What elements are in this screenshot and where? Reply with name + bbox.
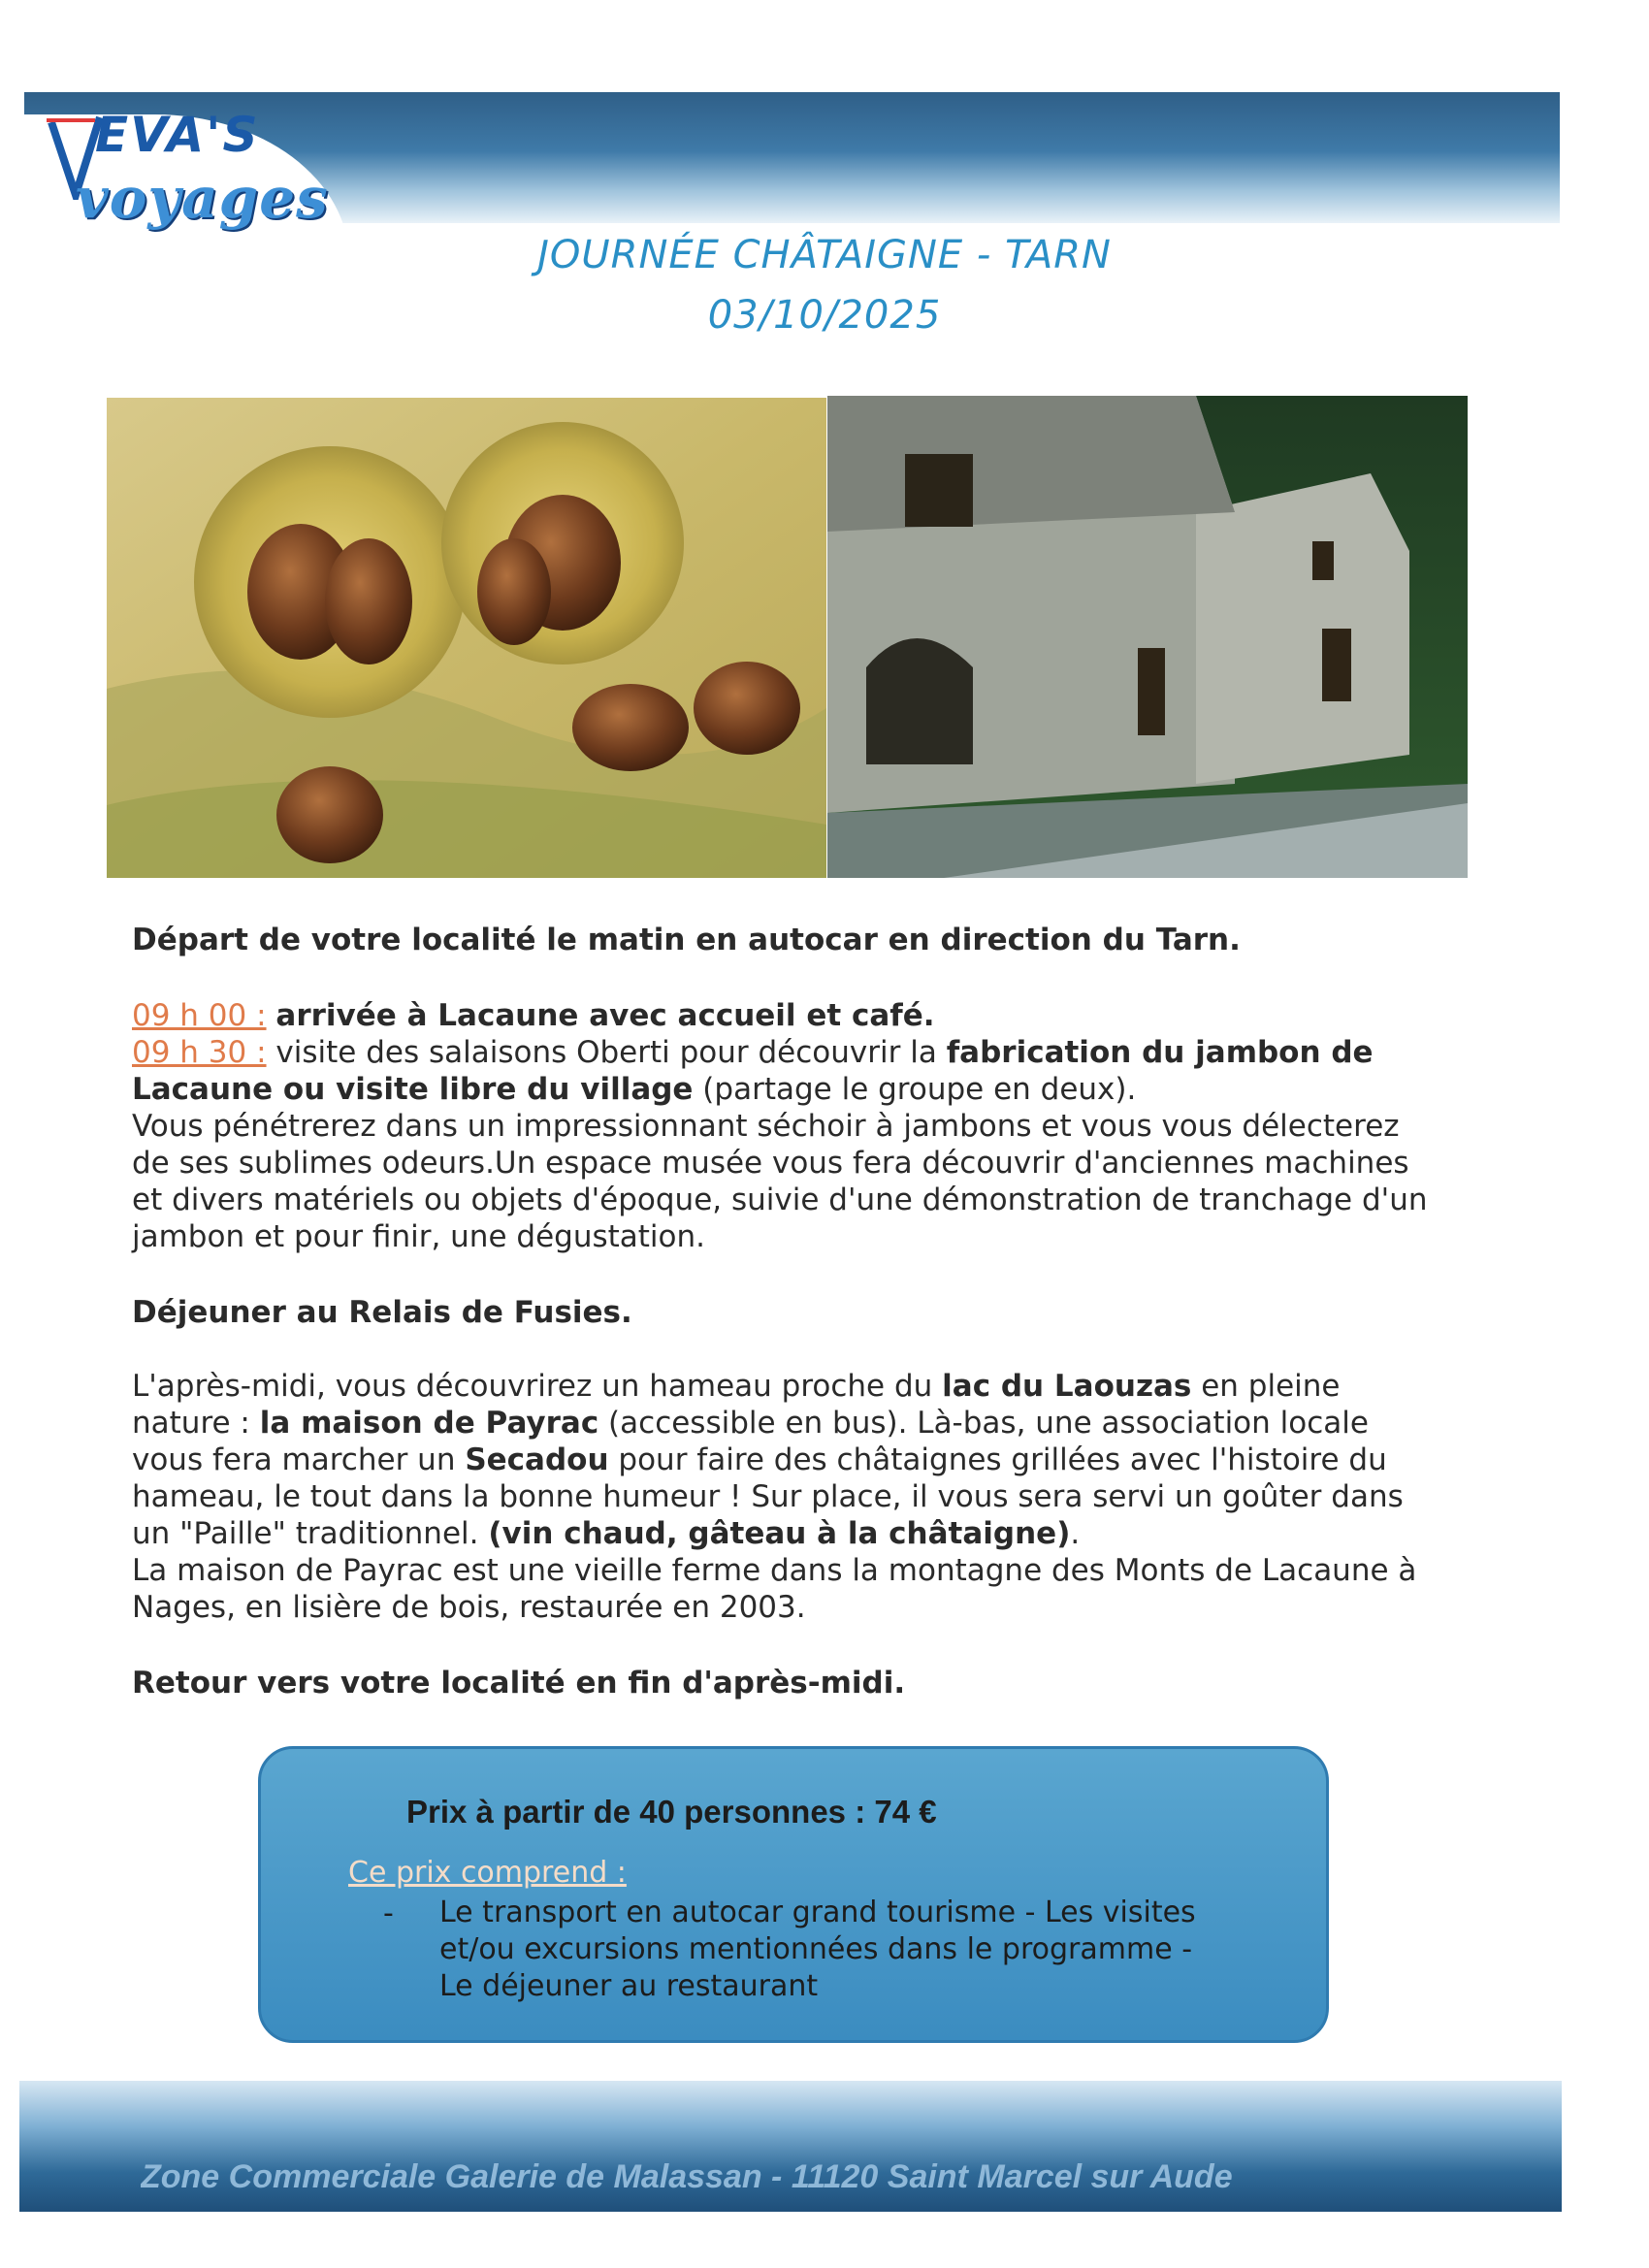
schedule-text-2-bold: fabrication du jambon de Lacaune ou visite libre du village	[132, 1035, 1374, 1107]
afternoon-text-2: en pleine nature :	[132, 1369, 1341, 1441]
schedule-item-1	[132, 997, 1432, 1034]
schedule-text-2b: (partage le groupe en deux).	[693, 1072, 1137, 1107]
afternoon-block	[132, 1368, 1432, 1626]
price-dash: -	[383, 1896, 394, 1930]
price-title: Prix à partir de 40 personnes : 74 €	[406, 1794, 937, 1830]
schedule-text-2a: visite des salaisons Oberti pour découvrir la	[266, 1035, 947, 1070]
page-date: 03/10/2025	[707, 293, 942, 338]
schedule-block	[132, 997, 1432, 1255]
price-includes-label: Ce prix comprend :	[348, 1856, 627, 1890]
logo	[37, 107, 328, 243]
lunch-text	[132, 1294, 1432, 1331]
logo-line2: voyages	[76, 165, 329, 231]
afternoon-text-4: pour faire des châtaignes grillées avec l'histoire du hameau, le tout dans la bonne humeur ! Sur place, il vous sera servi un goûter dans un "Paille" traditionnel.	[132, 1442, 1404, 1551]
payrac-detail: La maison de Payrac est une vieille ferme dans la montagne des Monts de Lacaune à Nages, en lisière de bois, restaurée en 2003.	[132, 1553, 1417, 1625]
price-box	[258, 1746, 1329, 2043]
lunch-paragraph: Déjeuner au Relais de Fusies.	[132, 1295, 632, 1330]
stone-house-photo	[827, 396, 1468, 878]
intro-text	[132, 922, 1432, 958]
payrac-house: la maison de Payrac	[259, 1406, 599, 1441]
page-title: JOURNÉE CHÂTAIGNE - TARN	[537, 233, 1112, 277]
afternoon-text-3: (accessible en bus). Là-bas, une association locale vous fera marcher un	[132, 1406, 1369, 1477]
footer-address: Zone Commerciale Galerie de Malassan - 11120 Saint Marcel sur Aude	[141, 2158, 1233, 2193]
schedule-text-1: arrivée à Lacaune avec accueil et café.	[275, 998, 935, 1033]
schedule-time-1: 09 h 00 :	[132, 998, 267, 1033]
afternoon-text-1: L'après-midi, vous découvrirez un hameau proche du	[132, 1369, 943, 1404]
return-paragraph: Retour vers votre localité en fin d'après-midi.	[132, 1666, 906, 1701]
return-text	[132, 1665, 1432, 1701]
intro-paragraph: Départ de votre localité le matin en autocar en direction du Tarn.	[132, 923, 1241, 957]
secadou: Secadou	[465, 1442, 609, 1477]
schedule-time-2: 09 h 30 :	[132, 1035, 267, 1070]
afternoon-text-5: .	[1070, 1516, 1081, 1551]
schedule-item-2	[132, 1034, 1432, 1108]
chestnuts-photo	[107, 398, 826, 878]
logo-line1: EVA'S	[95, 107, 260, 163]
snack-detail: (vin chaud, gâteau à la châtaigne)	[488, 1516, 1071, 1551]
visit-detail: Vous pénétrerez dans un impressionnant séchoir à jambons et vous vous délecterez de ses sublimes odeurs.Un espace musée vous fera découvrir d'anciennes machines et divers matériels ou objets d'époque, suivie d'une démonstration de tranchage d'un jambon et pour finir, une dégustation.	[132, 1109, 1428, 1254]
lake-name: lac du Laouzas	[942, 1369, 1192, 1404]
price-includes-text: Le transport en autocar grand tourisme - Les visites et/ou excursions mentionnées dans le programme - Le déjeuner au restaurant	[439, 1895, 1196, 2003]
afternoon-paragraph	[132, 1368, 1432, 1552]
